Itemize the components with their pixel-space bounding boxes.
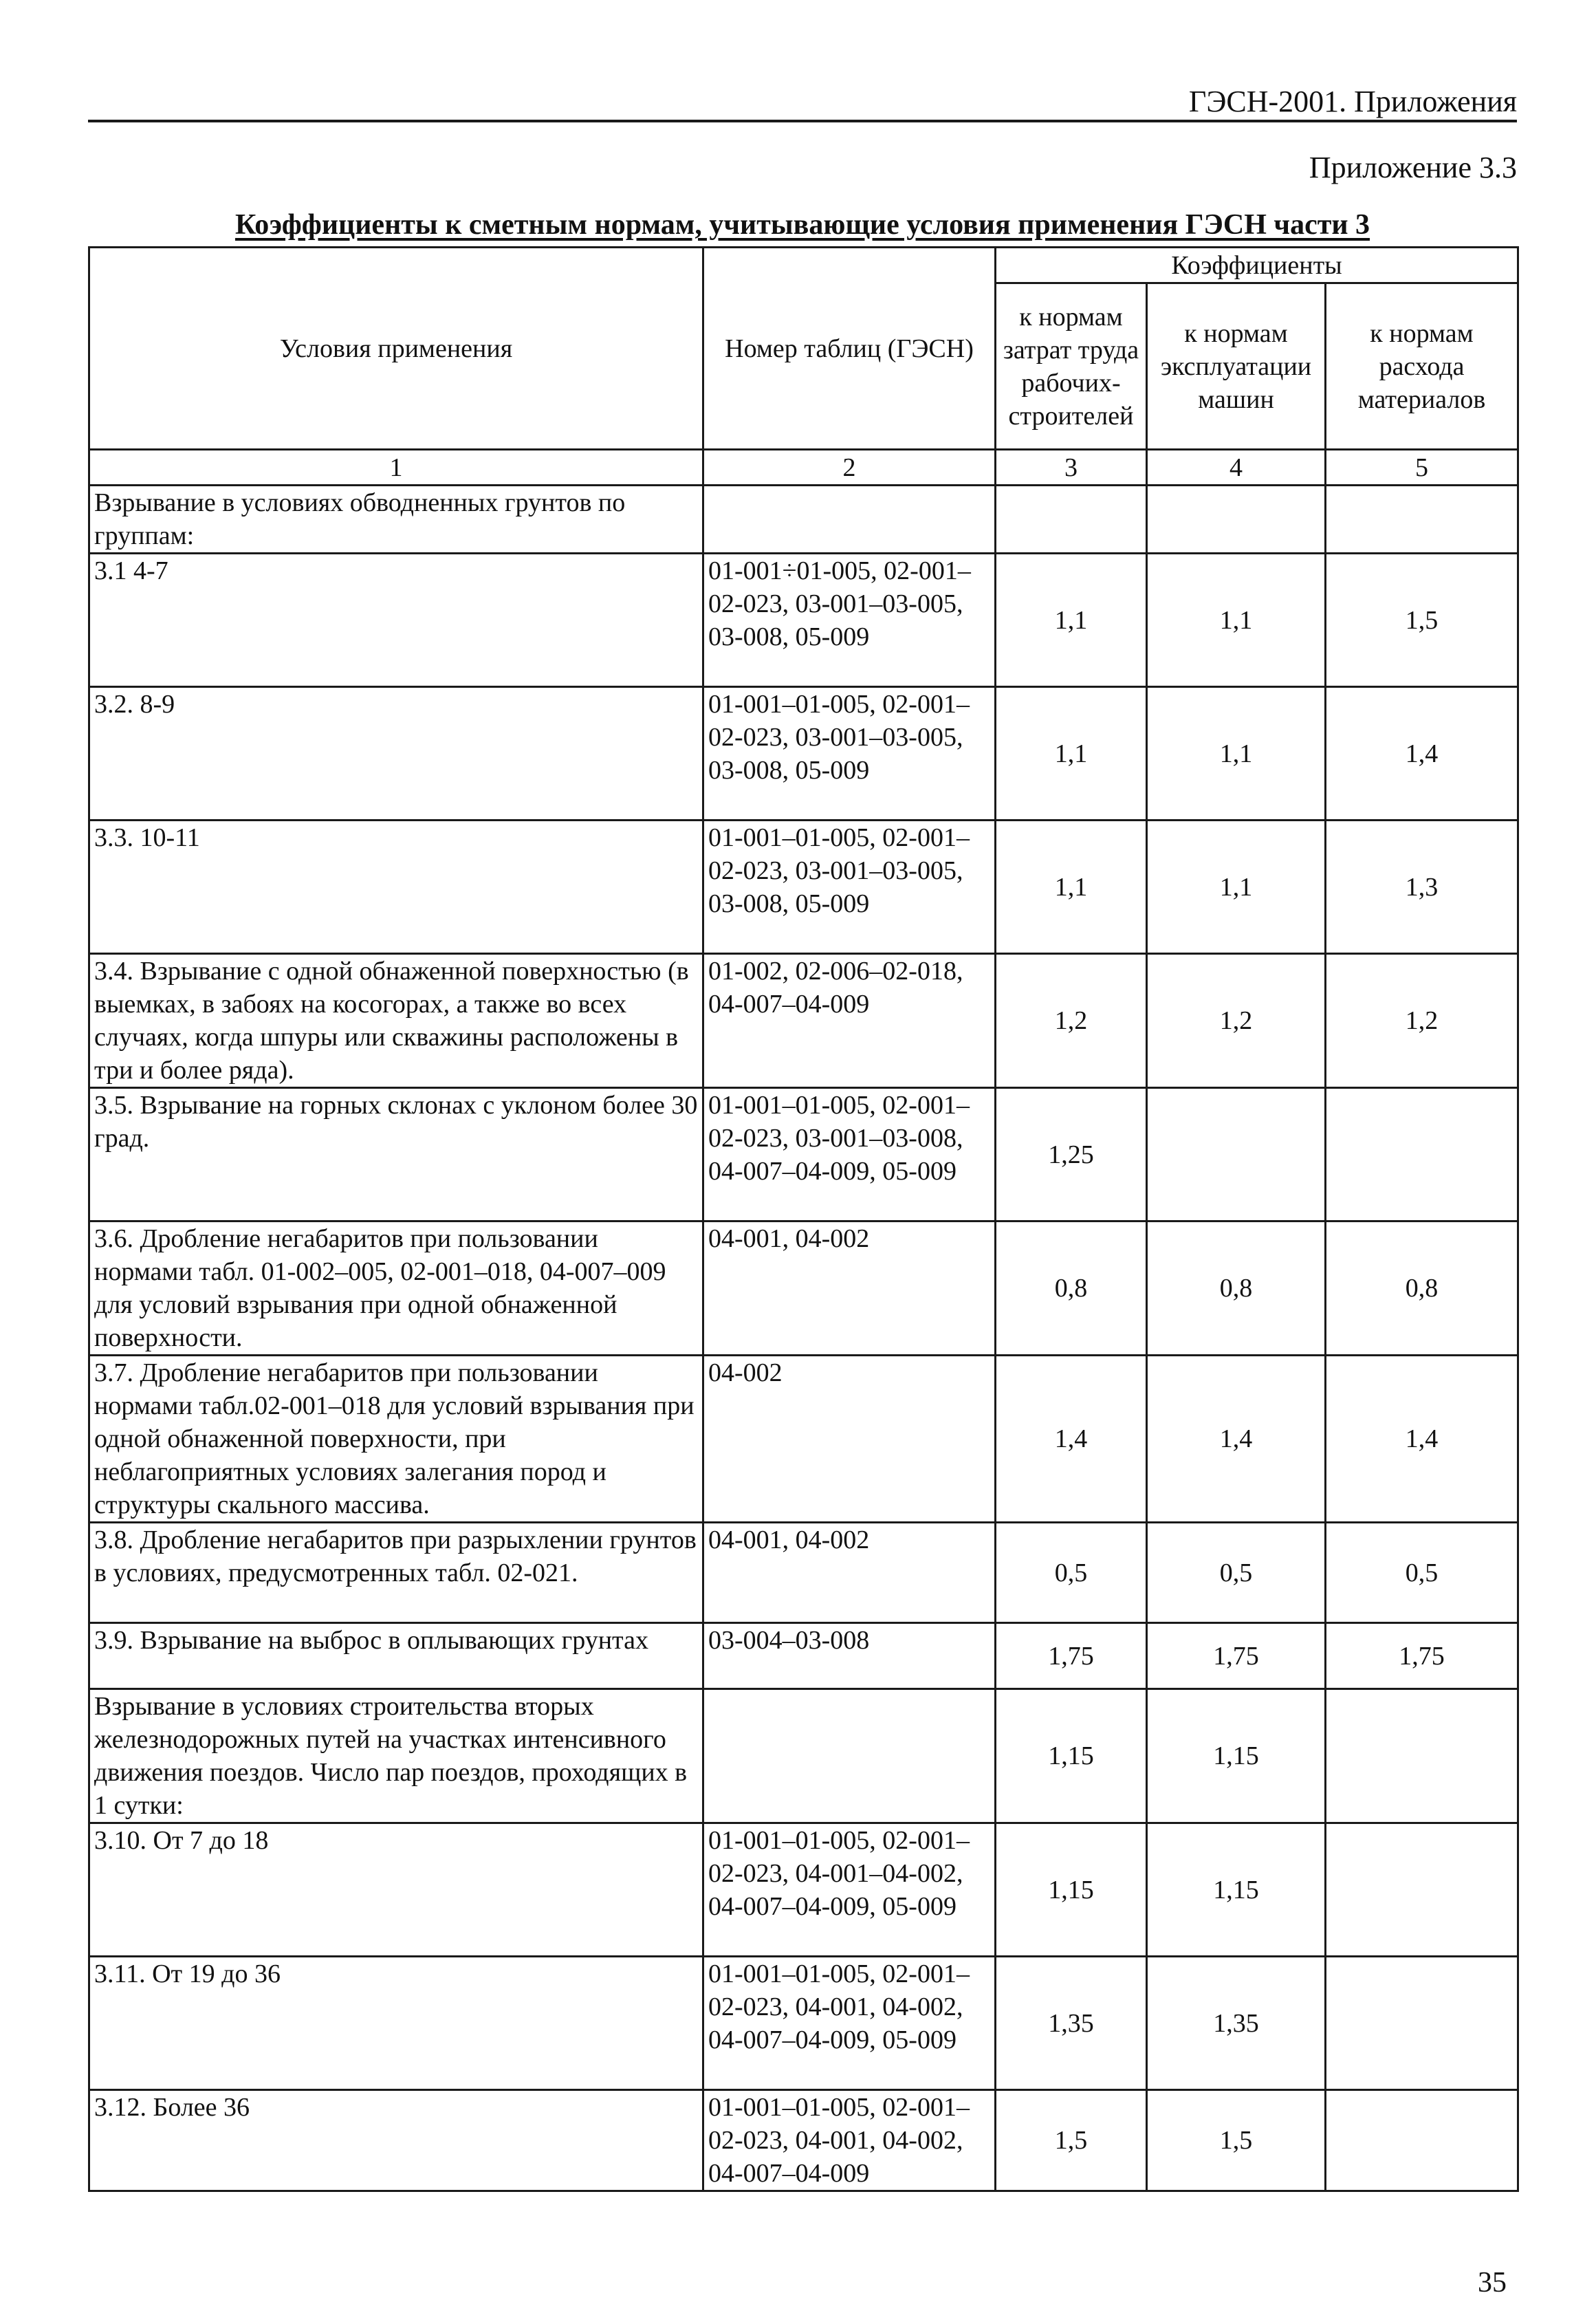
table-row [89,1823,1518,1957]
condition-cell: 3.3. 10-11 [89,821,703,954]
table-numbers-cell: 01-001–01-005, 02-001–02-023, 03-001–03-005, 03-008, 05-009 [703,687,996,821]
table-numbers-cell: 04-002 [703,1356,996,1523]
table-numbers-cell: 04-001, 04-002 [703,1523,996,1623]
material-coefficient: 1,5 [1326,554,1518,687]
column-number: 2 [703,450,996,486]
machine-coefficient: 1,1 [1147,554,1326,687]
condition-cell: 3.11. От 19 до 36 [89,1957,703,2090]
labor-coefficient: 1,25 [996,1088,1147,1221]
table-numbers-cell: 01-001–01-005, 02-001–02-023, 03-001–03-005, 03-008, 05-009 [703,821,996,954]
table-row [89,954,1518,1088]
table-row [89,1957,1518,2090]
machine-coefficient: 1,5 [1147,2090,1326,2191]
condition-cell: 3.6. Дробление негабаритов при пользовании нормами табл. 01-002–005, 02-001–018, 04-007–009 для условий взрывания при одной обнаженной поверхности. [89,1221,703,1356]
labor-coefficient: 0,5 [996,1523,1147,1623]
labor-coefficient: 1,15 [996,1689,1147,1823]
material-coefficient: 1,4 [1326,687,1518,821]
condition-cell: Взрывание в условиях строительства вторых железнодорожных путей на участках интенсивного движения поездов. Число пар поездов, проходящих в 1 сутки: [89,1689,703,1823]
table-row [89,1523,1518,1623]
material-coefficient: 1,2 [1326,954,1518,1088]
material-coefficient [1326,1823,1518,1957]
machine-coefficient [1147,486,1326,554]
column-number: 5 [1326,450,1518,486]
table-numbers-cell: 01-001–01-005, 02-001–02-023, 03-001–03-008, 04-007–04-009, 05-009 [703,1088,996,1221]
table-row [89,1221,1518,1356]
condition-cell: 3.9. Взрывание на выброс в оплывающих грунтах [89,1623,703,1689]
material-coefficient: 1,3 [1326,821,1518,954]
table-numbers-cell: 01-001–01-005, 02-001–02-023, 04-001, 04-002, 04-007–04-009, 05-009 [703,1957,996,2090]
condition-cell: 3.8. Дробление негабаритов при разрыхлении грунтов в условиях, предусмотренных табл. 02-021. [89,1523,703,1623]
header-table-numbers: Номер таблиц (ГЭСН) [703,248,996,450]
machine-coefficient [1147,1088,1326,1221]
column-number-row [89,450,1518,486]
material-coefficient: 1,75 [1326,1623,1518,1689]
header-labor: к нормам затрат труда рабочих-строителей [996,283,1147,450]
machine-coefficient: 1,2 [1147,954,1326,1088]
machine-coefficient: 1,1 [1147,687,1326,821]
header-coefficients: Коэффициенты [996,248,1518,283]
material-coefficient [1326,2090,1518,2191]
labor-coefficient: 0,8 [996,1221,1147,1356]
table-numbers-cell: 01-001–01-005, 02-001–02-023, 04-001, 04-002, 04-007–04-009 [703,2090,996,2191]
machine-coefficient: 1,15 [1147,1823,1326,1957]
table-row [89,1356,1518,1523]
material-coefficient: 0,5 [1326,1523,1518,1623]
labor-coefficient: 1,2 [996,954,1147,1088]
machine-coefficient: 0,5 [1147,1523,1326,1623]
running-title: ГЭСН-2001. Приложения [1188,85,1517,118]
page-number: 35 [1478,2267,1507,2299]
table-numbers-cell: 04-001, 04-002 [703,1221,996,1356]
labor-coefficient: 1,35 [996,1957,1147,2090]
material-coefficient [1326,486,1518,554]
table-row [89,1088,1518,1221]
machine-coefficient: 1,75 [1147,1623,1326,1689]
table-numbers-cell: 01-002, 02-006–02-018, 04-007–04-009 [703,954,996,1088]
running-header [88,81,1517,122]
machine-coefficient: 1,1 [1147,821,1326,954]
machine-coefficient: 1,4 [1147,1356,1326,1523]
column-number: 1 [89,450,703,486]
labor-coefficient: 1,4 [996,1356,1147,1523]
material-coefficient: 0,8 [1326,1221,1518,1356]
material-coefficient [1326,1957,1518,2090]
machine-coefficient: 0,8 [1147,1221,1326,1356]
material-coefficient [1326,1088,1518,1221]
machine-coefficient: 1,15 [1147,1689,1326,1823]
header-conditions: Условия применения [89,248,703,450]
labor-coefficient: 1,1 [996,821,1147,954]
table-row [89,1623,1518,1689]
coefficients-table [88,246,1519,2192]
table-row [89,2090,1518,2191]
labor-coefficient: 1,1 [996,687,1147,821]
table-numbers-cell [703,1689,996,1823]
condition-cell: Взрывание в условиях обводненных грунтов по группам: [89,486,703,554]
table-row [89,687,1518,821]
material-coefficient [1326,1689,1518,1823]
table-numbers-cell [703,486,996,554]
condition-cell: 3.12. Более 36 [89,2090,703,2191]
condition-cell: 3.7. Дробление негабаритов при пользовании нормами табл.02-001–018 для условий взрывания при одной обнаженной поверхности, при неблагоприятных условиях залегания пород и структуры скального массива. [89,1356,703,1523]
table-row [89,486,1518,554]
labor-coefficient: 1,15 [996,1823,1147,1957]
condition-cell: 3.5. Взрывание на горных склонах с уклоном более 30 град. [89,1088,703,1221]
table-row [89,1689,1518,1823]
header-machines: к нормам эксплуатации машин [1147,283,1326,450]
labor-coefficient: 1,5 [996,2090,1147,2191]
table-numbers-cell: 01-001–01-005, 02-001–02-023, 04-001–04-002, 04-007–04-009, 05-009 [703,1823,996,1957]
condition-cell: 3.2. 8-9 [89,687,703,821]
machine-coefficient: 1,35 [1147,1957,1326,2090]
table-numbers-cell: 01-001÷01-005, 02-001–02-023, 03-001–03-005, 03-008, 05-009 [703,554,996,687]
material-coefficient: 1,4 [1326,1356,1518,1523]
column-number: 4 [1147,450,1326,486]
column-number: 3 [996,450,1147,486]
condition-cell: 3.4. Взрывание с одной обнаженной поверхностью (в выемках, в забоях на косогорах, а также во всех случаях, когда шпуры или скважины расположены в три и более ряда). [89,954,703,1088]
table-title: Коэффициенты к сметным нормам, учитывающие условия применения ГЭСН части 3 [234,209,1370,241]
labor-coefficient: 1,75 [996,1623,1147,1689]
table-row [89,821,1518,954]
condition-cell: 3.1 4-7 [89,554,703,687]
table-numbers-cell: 03-004–03-008 [703,1623,996,1689]
labor-coefficient: 1,1 [996,554,1147,687]
table-row [89,554,1518,687]
labor-coefficient [996,486,1147,554]
appendix-label: Приложение 3.3 [1309,151,1517,184]
condition-cell: 3.10. От 7 до 18 [89,1823,703,1957]
header-materials: к нормам расхода материалов [1326,283,1518,450]
